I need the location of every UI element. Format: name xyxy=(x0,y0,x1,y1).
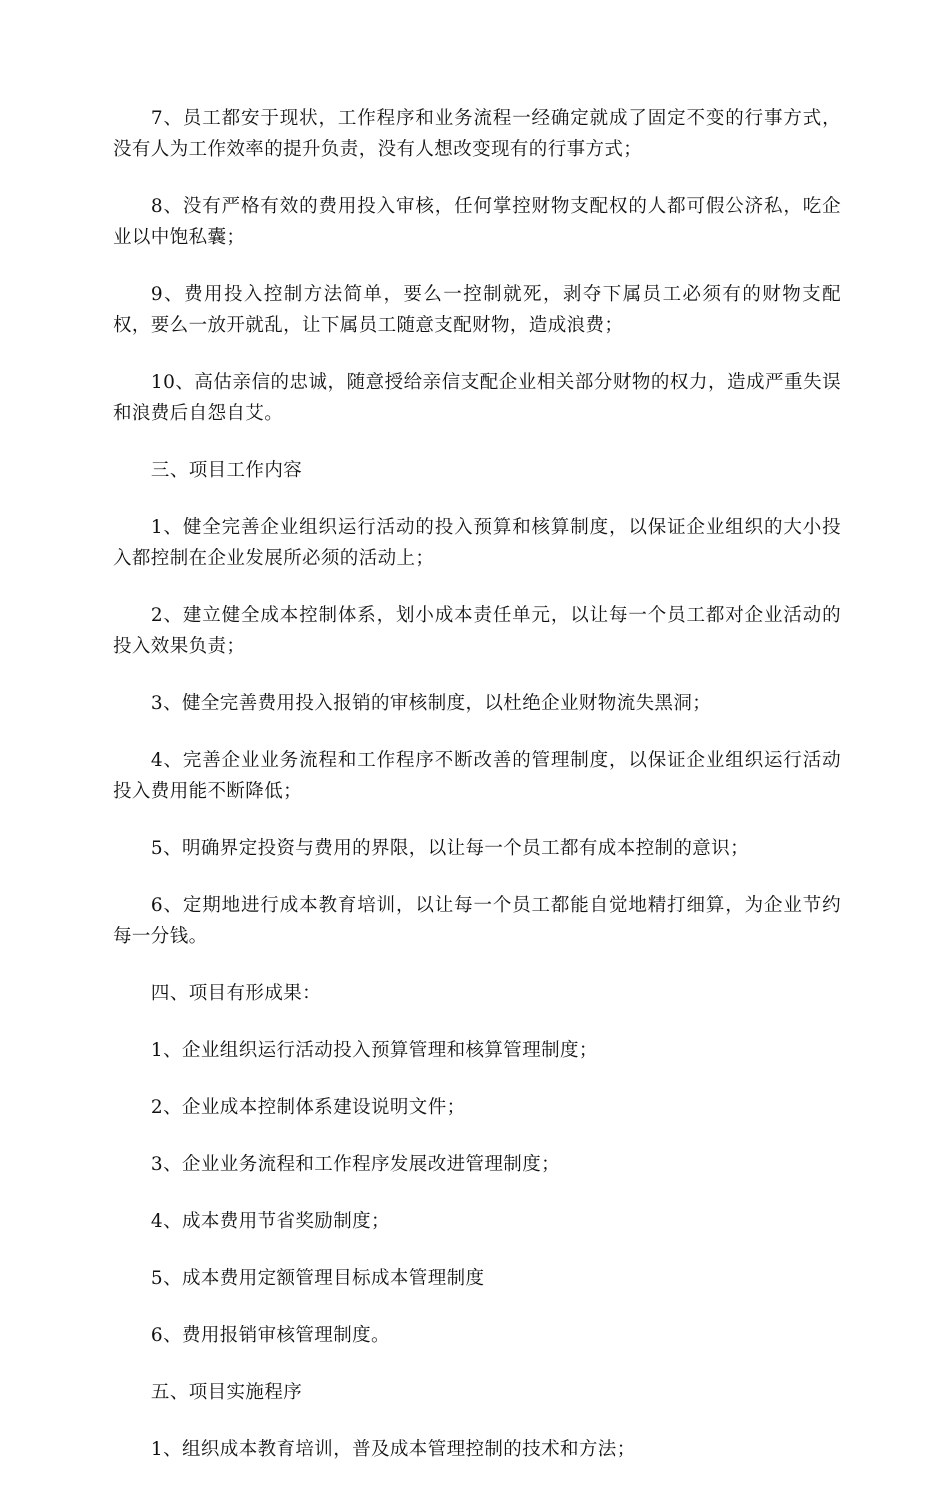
paragraph-item-10: 10、高估亲信的忠诚，随意授给亲信支配企业相关部分财物的权力，造成严重失误和浪费后自怨自艾。 xyxy=(113,372,841,424)
paragraph-item-8: 8、没有严格有效的费用投入审核，任何掌控财物支配权的人都可假公济私，吃企业以中饱私囊； xyxy=(113,196,841,248)
document-body xyxy=(113,103,841,1491)
implementation-item-1: 1、组织成本教育培训，普及成本管理控制的技术和方法； xyxy=(150,1439,636,1460)
work-content-item-6: 6、定期地进行成本教育培训，以让每一个员工都能自觉地精打细算，为企业节约每一分钱。 xyxy=(113,895,841,947)
result-item-1: 1、企业组织运行活动投入预算管理和核算管理制度； xyxy=(150,1040,598,1061)
section-heading-implementation: 五、项目实施程序 xyxy=(150,1382,303,1403)
result-item-3: 3、企业业务流程和工作程序发展改进管理制度； xyxy=(150,1154,560,1175)
paragraph-item-9: 9、费用投入控制方法简单，要么一控制就死，剥夺下属员工必须有的财物支配权，要么一放开就乱，让下属员工随意支配财物，造成浪费； xyxy=(113,284,841,336)
result-item-5: 5、成本费用定额管理目标成本管理制度 xyxy=(150,1268,485,1289)
work-content-item-5: 5、明确界定投资与费用的界限，以让每一个员工都有成本控制的意识； xyxy=(150,838,749,859)
work-content-item-4: 4、完善企业业务流程和工作程序不断改善的管理制度，以保证企业组织运行活动投入费用能不断降低； xyxy=(113,750,841,802)
result-item-4: 4、成本费用节省奖励制度； xyxy=(150,1211,390,1232)
result-item-2: 2、企业成本控制体系建设说明文件； xyxy=(150,1097,466,1118)
result-item-6: 6、费用报销审核管理制度。 xyxy=(150,1325,390,1346)
work-content-item-1: 1、健全完善企业组织运行活动的投入预算和核算制度，以保证企业组织的大小投入都控制在企业发展所必须的活动上； xyxy=(113,517,841,569)
work-content-item-3: 3、健全完善费用投入报销的审核制度，以杜绝企业财物流失黑洞； xyxy=(150,693,712,714)
section-heading-work-content: 三、项目工作内容 xyxy=(150,460,303,481)
paragraph-item-7: 7、员工都安于现状，工作程序和业务流程一经确定就成了固定不变的行事方式，没有人为工作效率的提升负责，没有人想改变现有的行事方式； xyxy=(113,108,841,160)
work-content-item-2: 2、建立健全成本控制体系，划小成本责任单元，以让每一个员工都对企业活动的投入效果负责； xyxy=(113,605,841,657)
section-heading-tangible-results: 四、项目有形成果： xyxy=(150,983,322,1004)
